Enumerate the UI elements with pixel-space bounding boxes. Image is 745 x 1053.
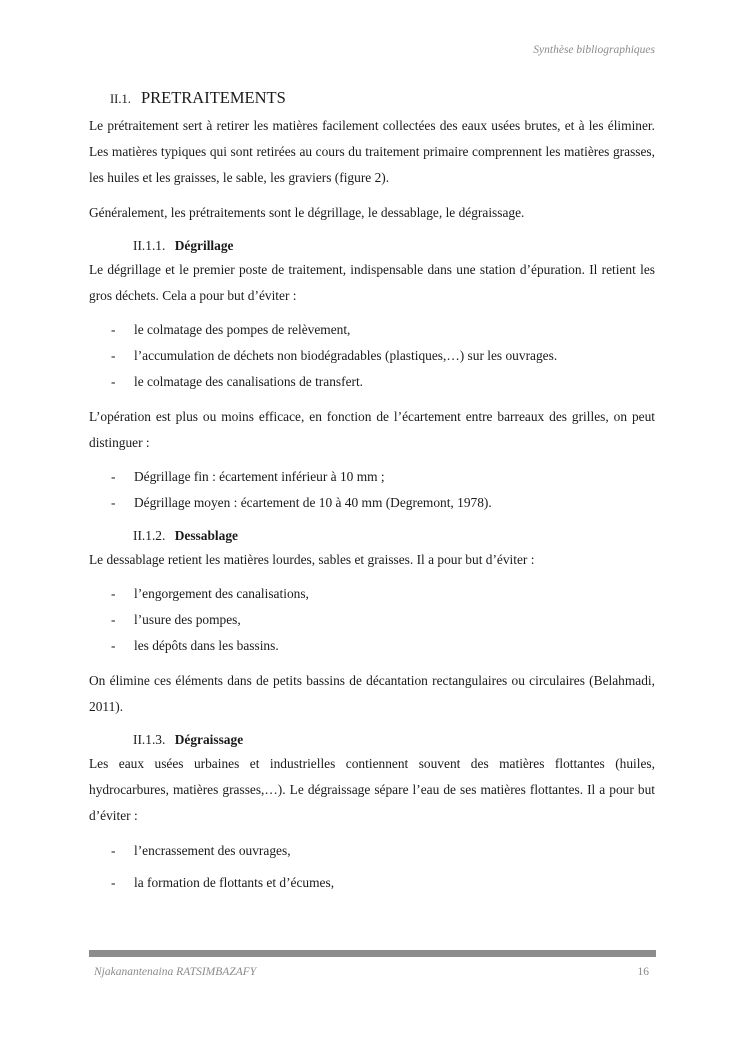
- intro-paragraph: Le prétraitement sert à retirer les matières facilement collectées des eaux usées brutes, et à les éliminer. Les matières typiques qui sont retirées au cours du traitement primaire comprennent les matières grasses, les huiles et les graisses, le sable, les graviers (figure 2).: [89, 118, 655, 185]
- list-item: - l’usure des pompes,: [89, 607, 655, 633]
- section-number: II.1.: [110, 92, 131, 106]
- dessablage-paragraph-2: On élimine ces éléments dans de petits bassins de décantation rectangulaires ou circulaires (Belahmadi, 2011).: [89, 673, 655, 714]
- list-marker: -: [111, 348, 116, 363]
- degrillage-paragraph: Le dégrillage et le premier poste de traitement, indispensable dans une station d’épuration. Il retient les gros déchets. Cela a pour but d’éviter :: [89, 262, 655, 303]
- list-item: - Dégrillage fin : écartement inférieur à 10 mm ;: [89, 464, 655, 490]
- list-item: - Dégrillage moyen : écartement de 10 à 40 mm (Degremont, 1978).: [89, 490, 655, 516]
- degrillage-paragraph-2: L’opération est plus ou moins efficace, en fonction de l’écartement entre barreaux des grilles, on peut distinguer :: [89, 409, 655, 450]
- subsection-title: Dessablage: [174, 528, 238, 543]
- section-heading: [110, 88, 655, 109]
- subsection-title: Dégraissage: [174, 732, 244, 747]
- degraissage-list: [89, 837, 655, 897]
- list-item: - le colmatage des canalisations de transfert.: [89, 369, 655, 395]
- list-item: - les dépôts dans les bassins.: [89, 633, 655, 659]
- subsection-number: II.1.3.: [133, 732, 166, 747]
- footer-divider: [89, 950, 656, 957]
- dessablage-paragraph: Le dessablage retient les matières lourdes, sables et graisses. Il a pour but d’éviter :: [89, 552, 535, 567]
- degraissage-paragraph: Les eaux usées urbaines et industrielles contiennent souvent des matières flottantes (huiles, hydrocarbures, matières grasses,…). Le dégraissage sépare l’eau de ses matières flottantes. Il a pour but d’éviter :: [89, 756, 655, 823]
- running-header: Synthèse bibliographiques: [533, 44, 655, 56]
- degrillage-types-list: [89, 464, 655, 516]
- page-content: [89, 88, 655, 901]
- footer-author: Njakanantenaina RATSIMBAZAFY: [94, 966, 257, 978]
- list-item: - l’encrassement des ouvrages,: [89, 837, 655, 865]
- subsection-heading-degrillage: [133, 235, 655, 257]
- list-marker: -: [111, 612, 116, 627]
- dessablage-list: [89, 581, 655, 659]
- list-marker: -: [111, 586, 116, 601]
- list-marker: -: [111, 638, 116, 653]
- list-marker: -: [111, 469, 116, 484]
- list-marker: -: [111, 322, 116, 337]
- list-marker: -: [111, 495, 116, 510]
- general-paragraph: Généralement, les prétraitements sont le dégrillage, le dessablage, le dégraissage.: [89, 205, 525, 220]
- subsection-title: Dégrillage: [174, 238, 234, 253]
- degrillage-list: [89, 317, 655, 395]
- section-title: PRETRAITEMENTS: [140, 88, 286, 107]
- subsection-heading-degraissage: [133, 729, 655, 751]
- subsection-heading-dessablage: [133, 525, 655, 547]
- list-marker: -: [111, 875, 116, 890]
- list-item: - l’accumulation de déchets non biodégradables (plastiques,…) sur les ouvrages.: [89, 343, 655, 369]
- subsection-number: II.1.1.: [133, 238, 166, 253]
- list-marker: -: [111, 843, 116, 858]
- list-item: - la formation de flottants et d’écumes,: [89, 869, 655, 897]
- list-item: - l’engorgement des canalisations,: [89, 581, 655, 607]
- subsection-number: II.1.2.: [133, 528, 166, 543]
- page-number: 16: [637, 966, 649, 978]
- list-item: - le colmatage des pompes de relèvement,: [89, 317, 655, 343]
- list-marker: -: [111, 374, 116, 389]
